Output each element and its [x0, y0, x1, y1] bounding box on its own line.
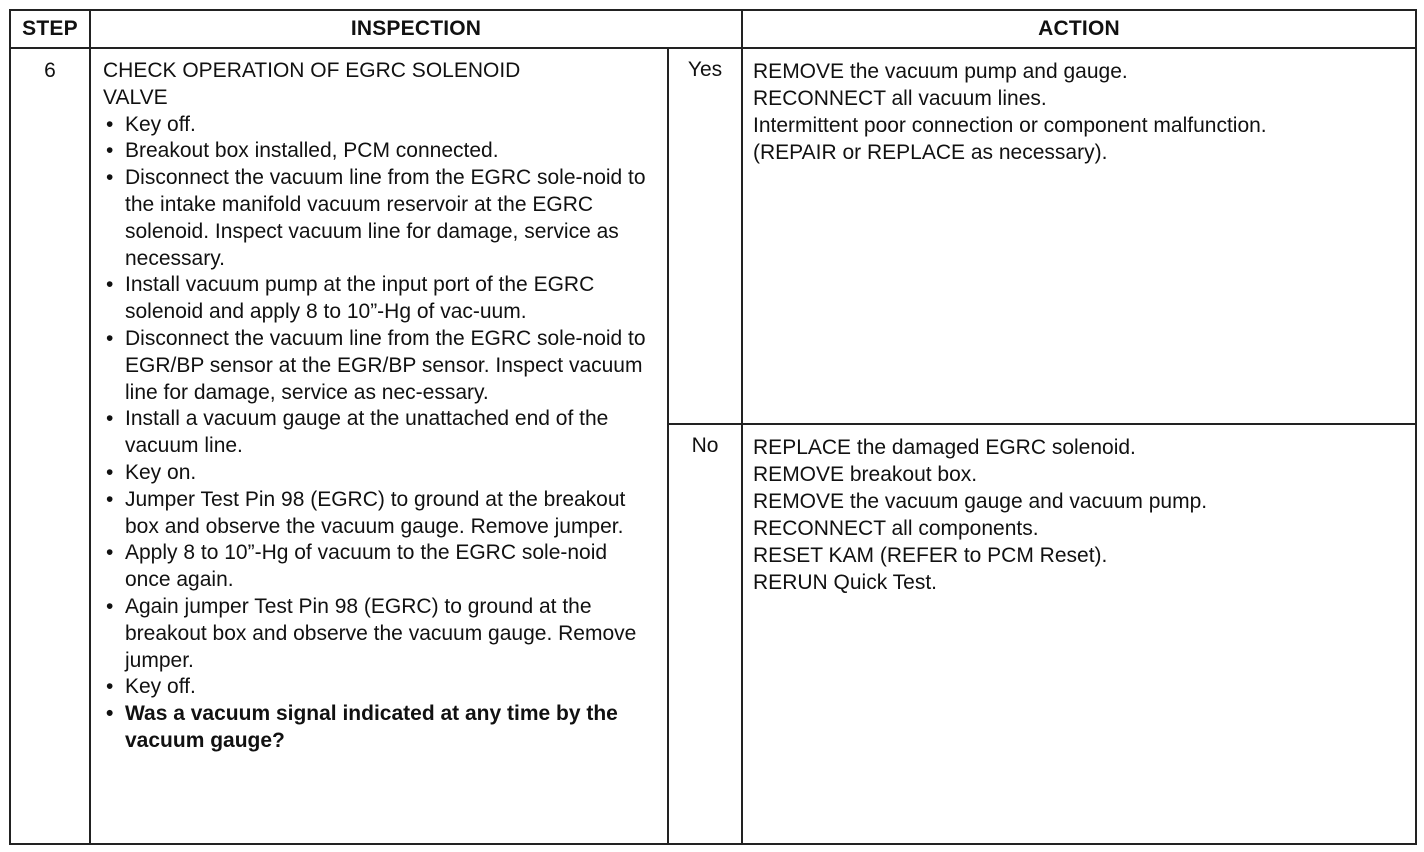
no-action-line: REPLACE the damaged EGRC solenoid.: [753, 436, 1136, 459]
yes-action-line: REMOVE the vacuum pump and gauge.: [753, 60, 1128, 83]
inspection-title-line1: CHECK OPERATION OF EGRC SOLENOID: [103, 59, 521, 82]
step-number: 6: [10, 48, 90, 844]
inspection-step: • Install vacuum pump at the input port of the EGRC solenoid and apply 8 to 10”-Hg of vac-uum.: [103, 272, 657, 326]
yes-action-line: (REPAIR or REPLACE as necessary).: [753, 141, 1108, 164]
inspection-step: • Again jumper Test Pin 98 (EGRC) to ground at the breakout box and observe the vacuum gauge. Remove jumper.: [103, 594, 657, 674]
yes-action-cell: [742, 48, 1416, 424]
inspection-step: • Key on.: [103, 460, 657, 487]
inspection-header: INSPECTION: [90, 10, 742, 48]
inspection-step: • Disconnect the vacuum line from the EGRC sole-noid to EGR/BP sensor at the EGR/BP sensor. Inspect vacuum line for damage, service as nec-essary.: [103, 326, 657, 406]
inspection-step: • Install a vacuum gauge at the unattached end of the vacuum line.: [103, 406, 657, 460]
inspection-title-line2: VALVE: [103, 85, 168, 109]
no-action-line: REMOVE the vacuum gauge and vacuum pump.: [753, 490, 1208, 513]
no-action-line: RERUN Quick Test.: [753, 571, 938, 594]
inspection-cell: [90, 48, 668, 844]
inspection-step: • Jumper Test Pin 98 (EGRC) to ground at the breakout box and observe the vacuum gauge. Remove jumper.: [103, 487, 657, 541]
yes-label: Yes: [668, 48, 742, 424]
step-header: STEP: [10, 10, 90, 48]
no-action-line: RESET KAM (REFER to PCM Reset).: [753, 544, 1108, 567]
no-action-cell: [742, 424, 1416, 844]
inspection-step: • Apply 8 to 10”-Hg of vacuum to the EGRC sole-noid once again.: [103, 540, 657, 594]
diagnostic-table: [9, 9, 1417, 845]
inspection-step: • Key off.: [103, 674, 657, 701]
inspection-step: • Disconnect the vacuum line from the EGRC sole-noid to the intake manifold vacuum reservoir at the EGRC solenoid. Inspect vacuum line for damage, service as necessary.: [103, 165, 657, 272]
header-row: [10, 10, 1416, 48]
inspection-step: • Key off.: [103, 112, 657, 139]
no-action-line: REMOVE breakout box.: [753, 463, 978, 486]
action-header: ACTION: [742, 10, 1416, 48]
inspection-step: • Breakout box installed, PCM connected.: [103, 138, 657, 165]
step-row-yes: [10, 48, 1416, 424]
no-label: No: [668, 424, 742, 844]
inspection-question: • Was a vacuum signal indicated at any time by the vacuum gauge?: [103, 701, 657, 755]
yes-action-line: Intermittent poor connection or component malfunction.: [753, 114, 1267, 137]
no-action-line: RECONNECT all components.: [753, 517, 1039, 540]
inspection-title: [103, 58, 657, 112]
yes-action-line: RECONNECT all vacuum lines.: [753, 87, 1047, 110]
inspection-steps-list: [103, 112, 657, 755]
